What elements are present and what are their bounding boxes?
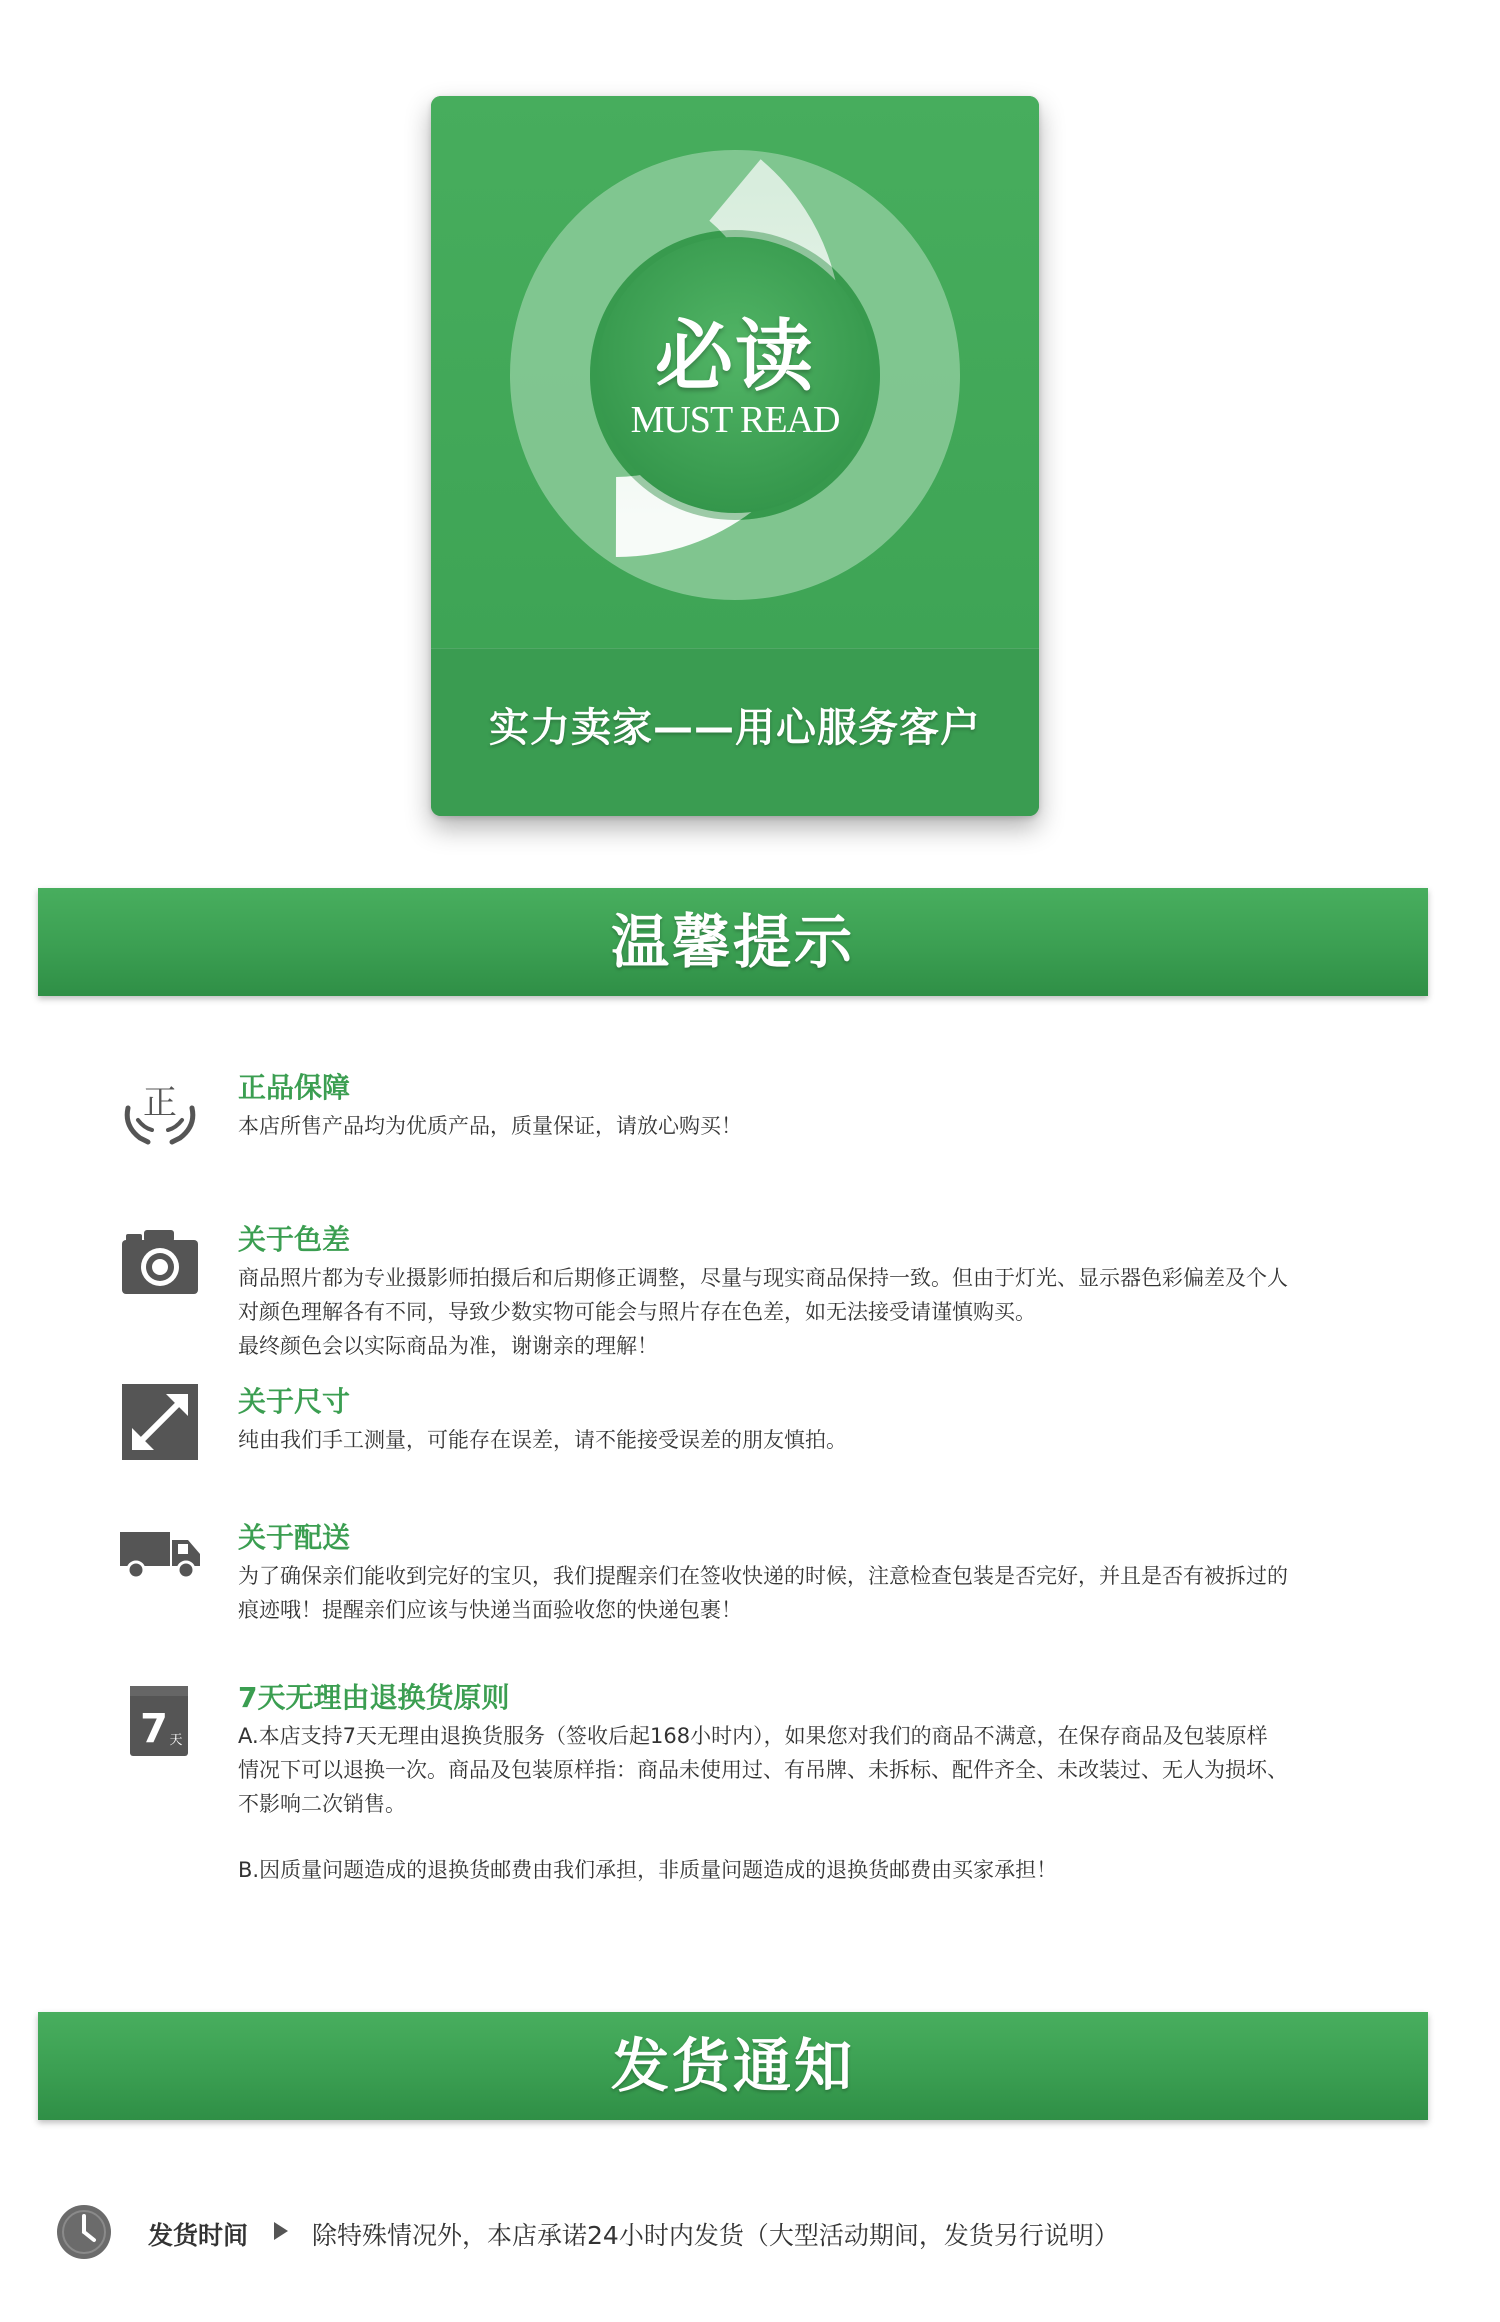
shipping-time-label: 发货时间	[148, 2221, 249, 2250]
tip-title: 正品保障	[238, 1071, 351, 1104]
must-read-subtitle: MUST READ	[630, 399, 840, 441]
shipping-time-row	[0, 2200, 1500, 2264]
tip-line: B.因质量问题造成的退换货邮费由我们承担，非质量问题造成的退换货邮费由买家承担！	[238, 1858, 1058, 1882]
tip-line: A.本店支持7天无理由退换货服务（签收后起168小时内），如果您对我们的商品不满意，在保存商品及包装原样	[238, 1724, 1268, 1748]
tip-line: 情况下可以退换一次。商品及包装原样指：商品未使用过、有吊牌、未拆标、配件齐全、未改装过、无人为损坏、	[238, 1758, 1288, 1782]
must-read-title: 必读	[654, 312, 815, 402]
tip-title: 关于色差	[238, 1223, 351, 1256]
tip-line: 商品照片都为专业摄影师拍摄后和后期修正调整，尽量与现实商品保持一致。但由于灯光、显示器色彩偏差及个人	[238, 1266, 1288, 1290]
tip-line: 纯由我们手工测量，可能存在误差，请不能接受误差的朋友慎拍。	[238, 1428, 847, 1452]
tip-title: 关于尺寸	[238, 1385, 351, 1418]
shipping-banner-title: 发货通知	[610, 2032, 855, 2100]
tip-line: 最终颜色会以实际商品为准，谢谢亲的理解！	[238, 1334, 658, 1358]
clock-icon	[56, 2204, 112, 2260]
resize-arrow-icon	[118, 1380, 202, 1464]
play-arrow-icon	[272, 2220, 290, 2242]
shipping-banner	[38, 2012, 1428, 2120]
tip-title: 7天无理由退换货原则	[238, 1681, 510, 1714]
must-read-card	[431, 96, 1039, 816]
genuine-glyph: 正	[143, 1083, 177, 1123]
truck-icon	[118, 1512, 202, 1596]
seven-glyph: 7	[140, 1706, 168, 1752]
day-glyph: 天	[169, 1733, 183, 1748]
camera-icon	[118, 1222, 202, 1306]
shipping-time-text: 除特殊情况外，本店承诺24小时内发货（大型活动期间，发货另行说明）	[312, 2221, 1119, 2250]
tips-banner-title: 温馨提示	[610, 908, 855, 976]
tip-line: 本店所售产品均为优质产品，质量保证，请放心购买！	[238, 1114, 742, 1138]
seller-slogan: 实力卖家——用心服务客户	[489, 705, 981, 751]
tips-banner	[38, 888, 1428, 996]
tip-line: 痕迹哦！提醒亲们应该与快递当面验收您的快递包裹！	[238, 1598, 742, 1622]
tip-line: 为了确保亲们能收到完好的宝贝，我们提醒亲们在签收快递的时候，注意检查包装是否完好，并且是否有被拆过的	[238, 1564, 1288, 1588]
seven-day-calendar-icon	[118, 1680, 202, 1764]
genuine-hands-icon	[118, 1068, 202, 1152]
tip-line: 不影响二次销售。	[238, 1792, 406, 1816]
tip-title: 关于配送	[238, 1521, 351, 1554]
tip-line: 对颜色理解各有不同，导致少数实物可能会与照片存在色差，如无法接受请谨慎购买。	[238, 1300, 1036, 1324]
